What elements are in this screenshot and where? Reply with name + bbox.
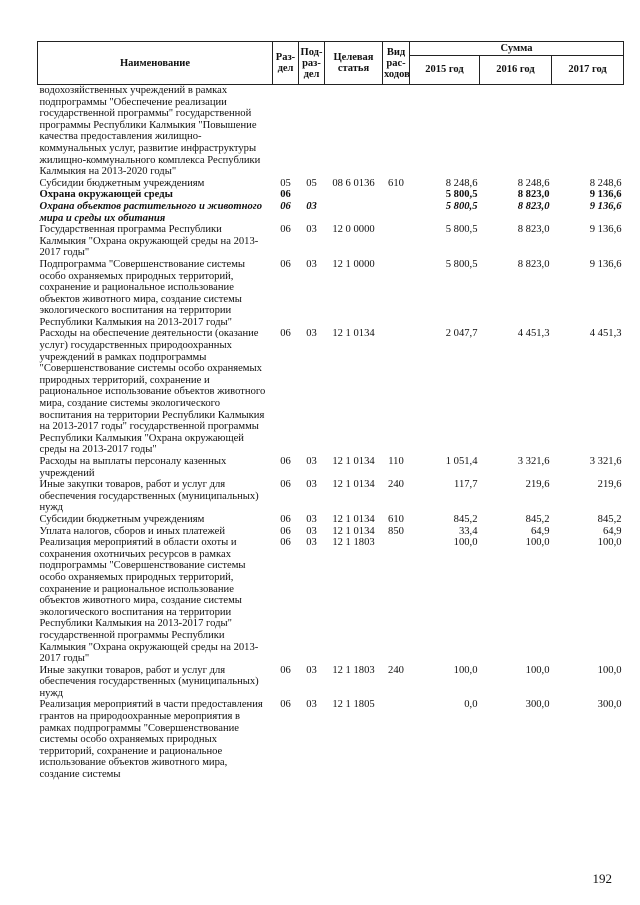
- cell-podrazdel: 03: [306, 200, 317, 212]
- cell-razdel: 06: [280, 479, 291, 491]
- cell-target: [325, 189, 383, 201]
- cell-name: Реализация мероприятий в части предоставления грантов на природоохранные мероприятия в рамках подпрограммы "Совершенствование системы особо охраняемых природных территорий, сохранение и рациональное использование объектов животного мира, создание системы: [39, 699, 263, 781]
- cell-razdel: 06: [280, 525, 291, 537]
- cell-vid: [383, 85, 410, 178]
- cell-2016: 100,0: [525, 664, 550, 676]
- cell-vid: 850: [388, 525, 404, 537]
- cell-2016: [480, 85, 552, 178]
- cell-2016: 845,2: [525, 513, 550, 525]
- cell-2015: 5 800,5: [445, 258, 478, 270]
- cell-name: Иные закупки товаров, работ и услуг для обеспечения государственных (муниципальных) нужд: [39, 479, 259, 514]
- cell-podrazdel: 03: [306, 258, 317, 270]
- cell-2016: 8 823,0: [517, 189, 550, 201]
- table-row: [38, 328, 624, 456]
- cell-2017: 300,0: [597, 699, 622, 711]
- cell-razdel: [273, 85, 299, 178]
- table-body: [38, 85, 624, 781]
- cell-2017: 9 136,6: [589, 200, 622, 212]
- cell-podrazdel: 03: [306, 525, 317, 537]
- table-row: [38, 224, 624, 259]
- cell-2015: 2 047,7: [445, 328, 478, 340]
- cell-2017: 64,9: [602, 525, 622, 537]
- cell-2017: 9 136,6: [589, 224, 622, 236]
- cell-name: Иные закупки товаров, работ и услуг для обеспечения государственных (муниципальных) нужд: [39, 664, 259, 699]
- cell-2015: 845,2: [453, 513, 478, 525]
- cell-podrazdel: 05: [306, 177, 317, 189]
- cell-podrazdel: 03: [306, 479, 317, 491]
- cell-2017: 100,0: [597, 537, 622, 549]
- cell-name: Государственная программа Республики Калмыкия "Охрана окружающей среды на 2013-2017 годы": [39, 224, 259, 259]
- cell-target: [325, 201, 383, 224]
- table-row: [38, 259, 624, 329]
- cell-vid: [383, 259, 410, 329]
- cell-name: Субсидии бюджетным учреждениям: [39, 177, 205, 189]
- cell-podrazdel: 03: [306, 328, 317, 340]
- cell-2016: 8 823,0: [517, 258, 550, 270]
- cell-razdel: 06: [280, 456, 291, 467]
- cell-target: 12 1 0134: [332, 479, 375, 491]
- cell-2016: 8 823,0: [517, 200, 550, 212]
- cell-podrazdel: 03: [306, 537, 317, 549]
- cell-target: [325, 85, 383, 178]
- cell-2015: 0,0: [464, 699, 478, 711]
- cell-name: Расходы на выплаты персоналу казенных учреждений: [39, 456, 227, 479]
- cell-razdel: 06: [280, 699, 291, 711]
- header-razdel: Раз-дел: [273, 42, 299, 85]
- table-row: [38, 665, 624, 700]
- cell-2015: [410, 85, 480, 178]
- cell-target: 12 1 1805: [332, 699, 375, 711]
- cell-2017: 9 136,6: [589, 189, 622, 201]
- table-row: [38, 699, 624, 780]
- cell-2016: 3 321,6: [517, 456, 550, 467]
- cell-2015: 100,0: [453, 664, 478, 676]
- cell-2015: 5 800,5: [445, 224, 478, 236]
- cell-vid: [383, 201, 410, 224]
- cell-vid: [383, 699, 410, 780]
- cell-2016: 8 248,6: [517, 177, 550, 189]
- cell-name: Подпрограмма "Совершенствование системы особо охраняемых природных территорий, сохранение и рациональное использование объектов животного мира, создание системы экологического воспитания на территории Республики Калмыкия на 2013-2017 годы": [39, 258, 246, 328]
- cell-name: Охрана объектов растительного и животного мира и среды их обитания: [39, 200, 262, 224]
- cell-2016: 4 451,3: [517, 328, 550, 340]
- cell-name: Уплата налогов, сборов и иных платежей: [39, 525, 226, 537]
- cell-target: 12 1 0134: [332, 328, 375, 340]
- cell-2015: 8 248,6: [445, 177, 478, 189]
- cell-2017: 9 136,6: [589, 258, 622, 270]
- cell-2016: 219,6: [525, 479, 550, 491]
- cell-vid: [383, 224, 410, 259]
- cell-podrazdel: 03: [306, 513, 317, 525]
- cell-target: 12 1 0134: [332, 525, 375, 537]
- cell-name: водохозяйственных учреждений в рамках подпрограммы "Обеспечение реализации государственной программы" государственной программы Республики Калмыкия "Повышение качества предоставления жилищно-коммунальных услуг, развитие инфраструктуры жилищно-коммунального комплекса Республики Калмыкия на 2013-2020 годы": [39, 85, 261, 178]
- cell-razdel: 06: [280, 189, 291, 201]
- cell-razdel: 06: [280, 224, 291, 236]
- cell-name: Охрана окружающей среды: [39, 189, 173, 201]
- cell-2015: 1 051,4: [445, 456, 478, 467]
- table-row: [38, 456, 624, 479]
- table-row: [38, 514, 624, 526]
- cell-2016: 8 823,0: [517, 224, 550, 236]
- cell-2017: 845,2: [597, 513, 622, 525]
- cell-2016: 64,9: [530, 525, 550, 537]
- cell-target: 12 0 0000: [332, 224, 375, 236]
- cell-razdel: 06: [280, 537, 291, 549]
- cell-razdel: 06: [280, 200, 291, 212]
- header-celevaya: Целевая статья: [325, 42, 383, 85]
- cell-razdel: 06: [280, 513, 291, 525]
- cell-podrazdel: 03: [306, 224, 317, 236]
- cell-vid: 610: [388, 177, 404, 189]
- cell-target: 12 1 1803: [332, 537, 375, 549]
- cell-podrazdel: 03: [306, 456, 317, 467]
- cell-vid: 240: [388, 664, 404, 676]
- header-summa: Сумма: [410, 42, 624, 56]
- cell-razdel: 06: [280, 664, 291, 676]
- cell-2017: [552, 85, 624, 178]
- cell-target: 12 1 0134: [332, 456, 375, 467]
- cell-target: 12 1 0134: [332, 513, 375, 525]
- page-number: 192: [592, 871, 612, 886]
- cell-vid: 610: [388, 513, 404, 525]
- header-vid: Вид рас-ходов: [383, 42, 410, 85]
- cell-razdel: 06: [280, 258, 291, 270]
- cell-vid: 110: [388, 456, 404, 467]
- cell-2016: 100,0: [525, 537, 550, 549]
- cell-podrazdel: 03: [306, 699, 317, 711]
- cell-2015: 100,0: [453, 537, 478, 549]
- table-header: [38, 42, 624, 85]
- cell-razdel: 06: [280, 328, 291, 340]
- cell-2017: 4 451,3: [589, 328, 622, 340]
- budget-table: [37, 41, 624, 781]
- cell-2015: 33,4: [458, 525, 478, 537]
- table-row: [38, 479, 624, 514]
- cell-target: 12 1 0000: [332, 258, 375, 270]
- cell-name: Расходы на обеспечение деятельности (оказание услуг) государственных природоохранных учреждений в рамках подпрограммы "Совершенствование системы особо охраняемых природных территорий, сохранение и рациональное использование объектов животного мира, создание системы экологического воспитания на территории Республики Калмыкия на 2013-2017 годы" государственной программы Республики Калмыкия "Охрана окружающей среды на 2013-2017 годы": [39, 328, 266, 456]
- header-year-2017: 2017 год: [552, 55, 624, 84]
- cell-vid: [383, 189, 410, 201]
- cell-2015: 117,7: [454, 479, 478, 491]
- header-podrazdel: Под-раз-дел: [299, 42, 325, 85]
- cell-name: Субсидии бюджетным учреждениям: [39, 513, 205, 525]
- cell-podrazdel: [299, 189, 325, 201]
- cell-name: Реализация мероприятий в области охоты и сохранения охотничьих ресурсов в рамках подпрограммы "Совершенствование системы особо охраняемых природных территорий, сохранение и рациональное использование объектов животного мира, создание системы экологического воспитания на территории Республики Калмыкия на 2013-2017 годы" государственной программы Республики Калмыкия "Охрана окружающей среды на 2013-2017 годы": [39, 537, 259, 665]
- cell-podrazdel: 03: [306, 664, 317, 676]
- header-name: Наименование: [38, 42, 273, 85]
- cell-vid: [383, 328, 410, 456]
- cell-podrazdel: [299, 85, 325, 178]
- cell-2017: 100,0: [597, 664, 622, 676]
- cell-2015: 5 800,5: [445, 200, 478, 212]
- header-year-2015: 2015 год: [410, 55, 480, 84]
- header-year-2016: 2016 год: [480, 55, 552, 84]
- table-row: [38, 189, 624, 201]
- table-row: [38, 537, 624, 665]
- cell-razdel: 05: [280, 177, 291, 189]
- cell-2017: 3 321,6: [589, 456, 622, 467]
- cell-target: 12 1 1803: [332, 664, 375, 676]
- table-row: [38, 526, 624, 538]
- cell-2016: 300,0: [525, 699, 550, 711]
- cell-vid: [383, 537, 410, 665]
- table-row: [38, 85, 624, 178]
- table-row: [38, 178, 624, 190]
- cell-2017: 219,6: [597, 479, 622, 491]
- cell-2017: 8 248,6: [589, 177, 622, 189]
- cell-2015: 5 800,5: [445, 189, 478, 201]
- table-row: [38, 201, 624, 224]
- cell-target: 08 6 0136: [332, 177, 375, 189]
- cell-vid: 240: [388, 479, 404, 491]
